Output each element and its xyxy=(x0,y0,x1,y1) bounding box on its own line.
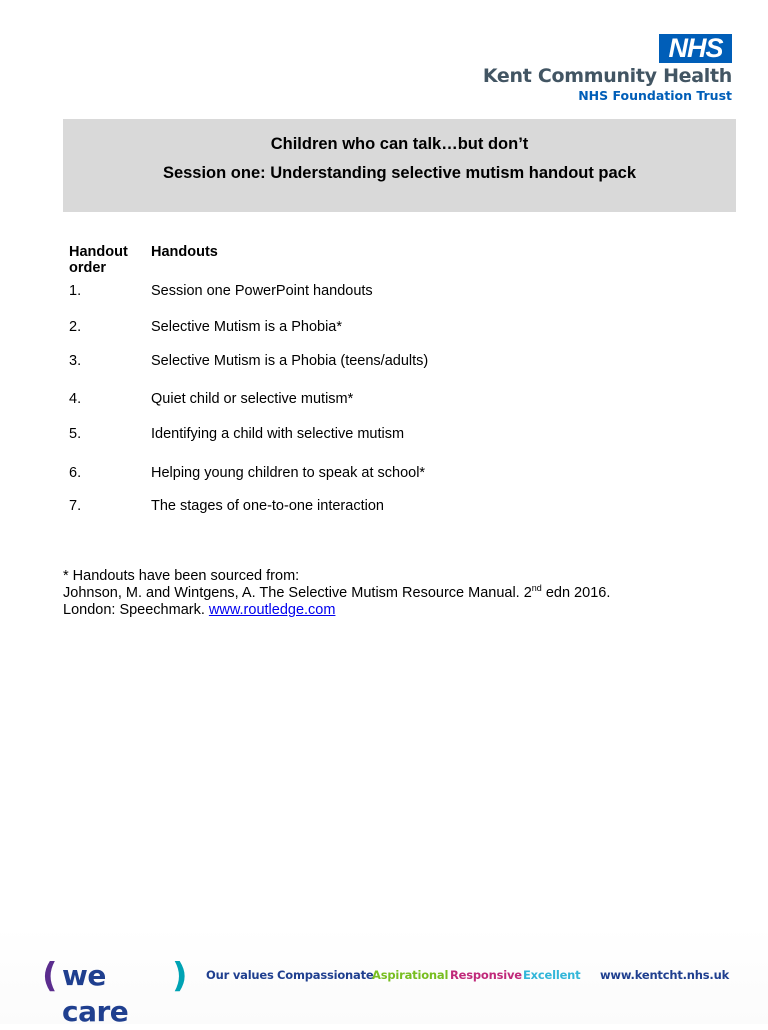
nhs-logo: NHS xyxy=(659,34,732,63)
org-name xyxy=(483,65,732,103)
handout-title: Session one PowerPoint handouts xyxy=(151,283,373,299)
title-box xyxy=(63,119,736,212)
handout-title: Selective Mutism is a Phobia* xyxy=(151,319,342,335)
handout-number: 6. xyxy=(69,465,82,481)
handout-title: Identifying a child with selective mutism xyxy=(151,426,405,442)
we-care-text: we care xyxy=(62,959,129,1028)
footer-compassionate: Compassionate xyxy=(277,968,374,982)
sources-note xyxy=(63,568,610,619)
footer-our-values: Our values xyxy=(206,968,274,982)
handout-title: The stages of one-to-one interaction xyxy=(151,498,384,514)
handout-number: 2. xyxy=(69,319,82,335)
sources-line-1: * Handouts have been sourced from: xyxy=(63,568,300,584)
footer-aspirational: Aspirational xyxy=(372,968,449,982)
document-title: Children who can talk…but don’t xyxy=(270,135,529,153)
handout-title: Helping young children to speak at school* xyxy=(151,465,426,481)
we-care-left-bracket-icon: ( xyxy=(42,956,58,996)
we-care-right-bracket-icon: ) xyxy=(172,956,188,996)
handout-number: 4. xyxy=(69,391,82,407)
org-name-title: Kent Community Health xyxy=(482,65,732,87)
handout-number: 5. xyxy=(69,426,82,442)
handout-number: 3. xyxy=(69,353,82,369)
sources-line-2: Johnson, M. and Wintgens, A. The Selective Mutism Resource Manual. 2nd edn 2016. xyxy=(63,583,611,601)
handout-title: Selective Mutism is a Phobia (teens/adults) xyxy=(151,353,429,369)
footer xyxy=(0,956,768,1028)
footer-responsive: Responsive xyxy=(450,968,522,982)
org-name-subtitle: NHS Foundation Trust xyxy=(578,88,732,103)
document-subtitle: Session one: Understanding selective mutism handout pack xyxy=(162,164,637,182)
handout-number: 7. xyxy=(69,498,82,514)
handout-number: 1. xyxy=(69,283,82,299)
sources-line-3: London: Speechmark. www.routledge.com xyxy=(63,602,336,618)
handout-title: Quiet child or selective mutism* xyxy=(151,391,354,407)
column-header-order: Handout order xyxy=(69,244,128,276)
footer-website[interactable]: www.kentcht.nhs.uk xyxy=(600,968,730,982)
column-header-handouts: Handouts xyxy=(151,244,218,260)
routledge-link[interactable]: www.routledge.com xyxy=(208,602,336,618)
footer-excellent: Excellent xyxy=(523,968,581,982)
